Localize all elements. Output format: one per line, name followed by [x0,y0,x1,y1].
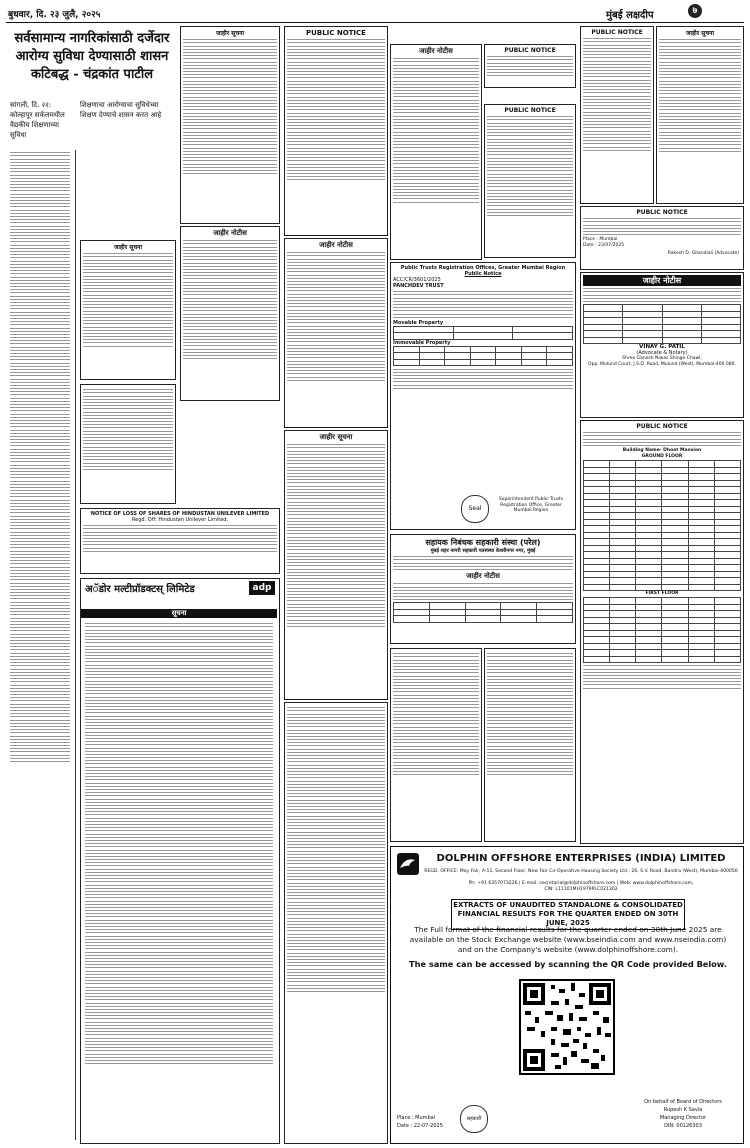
notice-top-col2 [180,26,280,224]
page-number: ७ [688,4,702,18]
masthead-rule [6,22,744,23]
notice-title: PUBLIC NOTICE [504,107,556,114]
notice-col5-lower [484,648,576,842]
dolphin-signatory: Rupesh K Savla [663,1107,703,1113]
sahayak-table [393,602,573,623]
lead-lede-left: सांगली, दि. २२: कोल्हापूर सर्कलमधील वैद्यकीय शिक्षणाच्या सुविधा [10,101,65,139]
dolphin-designation: Managing Director [659,1115,707,1121]
vinay-address: Opp. Mulund Court, J.S.D. Road, Mulund (West), Mumbai-400 080. [588,362,736,368]
gaurav-date: Date : 23/07/2025 [583,243,625,249]
dolphin-din: DIN: 00126303 [664,1123,702,1129]
jahir-notice-col4 [390,44,482,260]
notice-col4-lower [390,648,482,842]
hul-title: NOTICE OF LOSS OF SHARES OF HINDUSTAN UNILEVER LIMITED [90,511,270,517]
adorn-name: अॅडोर मल्टीप्रॉडक्टस् लिमिटेड [85,584,195,595]
notice-title: जाहीर नोटीस [419,47,453,55]
adorn-notice [80,578,280,1144]
notice-title: PUBLIC NOTICE [306,29,366,37]
vinay-notice [580,272,744,418]
first-floor: FIRST FLOOR [645,591,679,597]
notice-title: PUBLIC NOTICE [591,29,643,36]
dolphin-extract-title: EXTRACTS OF UNAUDITED STANDALONE & CONSOLIDATED FINANCIAL RESULTS FOR THE QUARTER ENDED ON 30TH JUNE, 2025 [451,899,685,930]
public-trusts-notice [390,262,576,530]
lead-body [10,150,70,1140]
notice-title: जाहीर सूचना [685,30,715,37]
notice-title: जाहीर सूचना [319,433,353,441]
gaurav-place: Place : Mumbai [583,237,618,243]
first-floor-table [583,597,741,663]
dolphin-qr-note: The same can be accessed by scanning the QR Code provided Below. [409,959,727,969]
vinay-firm: Shree Ganesh Niwas Shinge Chawl, [622,356,702,362]
sahayak-notice [390,534,576,644]
public-notice-col6 [580,26,654,204]
dolphin-contact: Ph: +91 6357073226 | E-mail: secretarial@dolphinoffshore.com | Web: www.dolphinoffshore.com, [468,881,694,886]
notice-title: जाहीर नोटीस [583,275,741,286]
notice-title: PUBLIC NOTICE [636,423,688,430]
immovable-label: Immovable Property [393,339,451,346]
public-notice-col5a [484,44,576,88]
dolphin-logo-icon [397,853,419,875]
lead-headline: सर्वसामान्य नागरिकांसाठी दर्जेदार आरोग्य सुविधा देण्यासाठी शासन कटिबद्ध - चंद्रकांत पाटील [14,31,170,82]
notice-title: जाहीर सूचना [215,30,245,37]
trust-exhibit: ACC/CR/3601/2025 [393,277,441,283]
vinay-role: (Advocate & Notary) [636,350,688,357]
trust-name: PANCHDEV TRUST [393,283,444,289]
notice-title: जाहीर नोटीस [466,572,500,581]
notice-title: PUBLIC NOTICE [636,209,688,216]
dolphin-ad [390,846,744,1144]
dolphin-regd: REGD. OFFICE: May Fair, A-11, Second Floor, New Fair Co-Operative Housing Society Ltd., 26, S.V. Road, Bandra (West), Mumbai-400050 [424,869,738,874]
ground-floor-table [583,460,741,591]
building-name: Building Name- Dhoot Mansion [622,448,702,454]
bottom-stamp: सहकारी [460,1105,488,1133]
masthead-date: बुधवार, दि. २३ जुलै, २०२५ [8,10,101,20]
lead-lede-right: शिक्षणाचा आरोग्याचा सुविधेच्या शिक्षण देण्याचे शासन करत आहे [80,101,162,119]
dolphin-sign-for: On behalf of Board of Directors [644,1099,722,1105]
dolphin-place: Place : Mumbai [397,1115,436,1121]
public-notice-col3 [284,26,388,236]
hul-company: Regd. Off: Hindustan Unilever Limited, [131,517,229,523]
movable-table [393,326,573,340]
notice-col3-lower [284,702,388,1144]
notice-col1-lower [80,384,176,504]
notice-title: PUBLIC NOTICE [504,47,556,54]
qr-code-icon [519,979,615,1075]
ground-floor: GROUND FLOOR [641,454,683,460]
sahayak-title: सहायक निबंधक सहकारी संस्था (परेल) [425,538,541,547]
vinay-table [583,304,741,344]
movable-label: Movable Property [393,319,444,326]
dolphin-date: Date : 22-07-2025 [397,1123,443,1129]
masthead-title: मुंबई लक्षदीप [606,10,654,21]
trusts-title: Public Trusts Registration Offices, Greater Mumbai Region [400,265,566,271]
immovable-table [393,346,573,367]
trust-seal: Seal [461,495,489,523]
dolphin-cin: CIN: L11101MH1979PLC021302 [544,887,618,892]
public-notice-col5b [484,104,576,258]
adorn-suchana: सूचना [81,609,277,618]
trusts-subtitle: Public Notice [464,271,502,277]
notice-title: जाहीर सूचना [113,244,143,251]
hul-notice [80,508,280,574]
adorn-logo: adp [249,581,275,595]
sahayak-subtitle: मुंबई शहर नागरी सहकारी पतसंस्था केशरीनगर नगर, मुंबई [430,548,536,554]
dolphin-body: The Full format of the financial results for the quarter ended on 30th June 2025 are available on the Stock Exchange website (www.bseindia.com and www.nseindia.com) and on the Company's website (www.dolphinoffshore.com). [409,925,727,954]
jahir-notice-col3 [284,238,388,428]
public-notice-right [580,206,744,270]
jahir-suchana-col3 [284,430,388,700]
vinay-name: VINAY G. PATIL [639,344,685,351]
notice-title: जाहीर नोटीस [319,241,353,249]
jahir-suchana-col7 [656,26,744,204]
dolphin-name: DOLPHIN OFFSHORE ENTERPRISES (INDIA) LIMITED [436,853,726,864]
schedule-notice [580,420,744,844]
notice-jahir-notice-col2 [180,226,280,401]
notice-jahir-suchana-1 [80,240,176,380]
gaurav-client: Rakesh D. Ghandiali (Advocate) [667,251,739,256]
trust-signatory: Superintendent Public Trusts Registration Office, Greater Mumbai Region [498,497,564,513]
notice-title: जाहीर नोटीस [213,229,247,237]
